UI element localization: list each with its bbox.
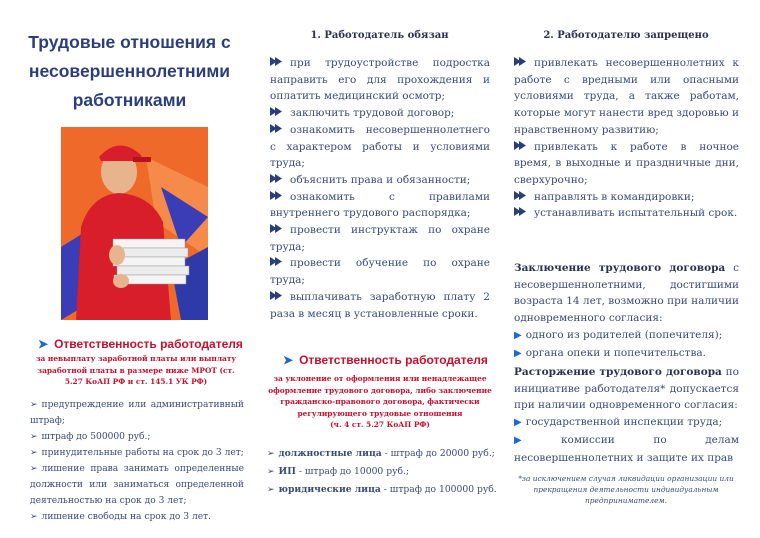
list-item: провести обучение по охране труда; [270,257,490,287]
check-arrow-icon: ➢ [267,485,275,495]
list-item: ➢ лишение права занимать определенные должности или заниматься определенной деятельностью на срок до 3 лет; [30,464,244,506]
double-arrow-icon [270,191,284,200]
double-arrow-icon [270,124,284,133]
list-item: ➢ должностные лица - штраф до 20000 руб.; [267,448,495,459]
responsibility-subtitle-middle: за уклонение от оформления или ненадлежащее оформление трудового договора, либо заключение гражданско-правового договора, фактически регулирующего трудовые отношения (ч. 4 ст. 5.27 КоАП РФ) [268,374,492,429]
contract-termination-text: Расторжение трудового договора по инициативе работодателя* допускается при наличии одновременного согласия: [514,366,739,412]
responsibility-subtitle-left: за невыплату заработной платы или выплату заработной платы в размере ниже МРОТ (ст. 5.27 КоАП РФ и ст. 145.1 УК РФ) [35,354,237,386]
list-item: ознакомить с правилами внутреннего трудового распорядка; [270,190,490,220]
list-item: привлекать к работе в ночное время, в выходные и праздничные дни, сверхурочно; [514,140,739,186]
contract-termination-section [514,364,739,466]
column-middle [253,0,506,538]
check-arrow-icon: ➢ [30,512,38,522]
arrow-icon: ➤ [283,353,294,367]
list-item: ознакомить несовершеннолетнего с характером работы и условиями труда; [270,123,490,170]
column-left [0,0,253,538]
list-item: привлекать несовершеннолетних к работе с вредными или опасными условиями труда, а также работам, которые могут нанести вред здоровью и нравственному развитию; [514,57,739,136]
column-right [506,0,760,538]
list-item: ▶ одного из родителей (попечителя); [514,328,723,341]
list-item: при трудоустройстве подростка направить его для прохождения и оплатить медицинский осмотр; [270,57,490,103]
contract-termination-heading: Расторжение трудового договора [514,366,722,378]
double-arrow-icon [270,57,284,66]
list-item: объяснить права и обязанности; [270,172,490,189]
list-item: устанавливать испытательный срок. [514,205,739,222]
double-arrow-icon [514,57,528,66]
double-arrow-icon [270,291,284,300]
fines-list [267,445,497,499]
list-item: ➢ юридические лица - штраф до 100000 руб. [267,484,497,495]
triangle-right-icon: ▶ [514,434,557,446]
obligations-list [270,55,490,322]
double-arrow-icon [270,174,284,183]
arrow-icon: ➤ [38,337,49,351]
check-arrow-icon: ➢ [30,448,38,458]
prohibitions-list [514,55,739,222]
footnote: *за исключением случая ликвидации организации или прекращения деятельности индивидуальным предпринимателем. [518,474,734,505]
check-arrow-icon: ➢ [267,467,275,477]
contract-conclusion-text: Заключение трудового договора с несовершеннолетними, достигшими возраста 14 лет, возможно при наличии одновременного согласия: [514,262,739,325]
list-item: ➢ лишение свободы на срок до 3 лет. [30,512,212,522]
double-arrow-icon [270,107,284,116]
double-arrow-icon [270,257,284,266]
list-item: направлять в командировки; [514,189,739,206]
check-arrow-icon: ➢ [267,449,275,459]
triangle-right-icon: ▶ [514,329,522,341]
page-title: Трудовые отношения с несовершеннолетними работниками [28,32,231,110]
list-item: ➢ штраф до 500000 руб.; [30,432,151,442]
triangle-right-icon: ▶ [514,347,522,359]
list-item: ▶ комиссии по делам несовершеннолетних и защите их прав [514,433,739,464]
list-item: выплачивать заработную плату 2 раза в месяц в установленные сроки. [270,290,490,320]
list-item: ➢ ИП - штраф до 10000 руб.; [267,466,410,477]
list-item: ➢ принудительные работы на срок до 3 лет; [30,448,244,458]
list-item: провести инструктаж по охране труда; [270,224,490,253]
check-arrow-icon: ➢ [30,432,38,442]
contract-conclusion-heading: Заключение трудового договора [514,262,726,274]
double-arrow-icon [514,141,528,150]
list-item: ▶ государственной инспекции труда; [514,416,723,429]
contract-conclusion-section [514,260,739,362]
employer-obligations-heading: 1. Работодатель обязан [310,30,449,41]
employer-prohibitions-heading: 2. Работодателю запрещено [543,30,709,41]
triangle-right-icon: ▶ [514,417,522,429]
check-arrow-icon: ➢ [30,464,38,474]
double-arrow-icon [270,224,284,233]
responsibility-heading-left: ➤ Ответственность работодателя [38,337,243,351]
teen-worker-photo [61,127,208,320]
list-item: заключить трудовой договор; [270,105,490,122]
list-item: ▶ органа опеки и попечительства. [514,346,706,359]
penalty-list-left [30,397,244,525]
list-item: ➢ предупреждение или административный штраф; [30,400,244,426]
responsibility-heading-middle: ➤ Ответственность работодателя [283,353,488,367]
double-arrow-icon [514,207,528,216]
double-arrow-icon [514,191,528,200]
check-arrow-icon: ➢ [30,400,38,410]
